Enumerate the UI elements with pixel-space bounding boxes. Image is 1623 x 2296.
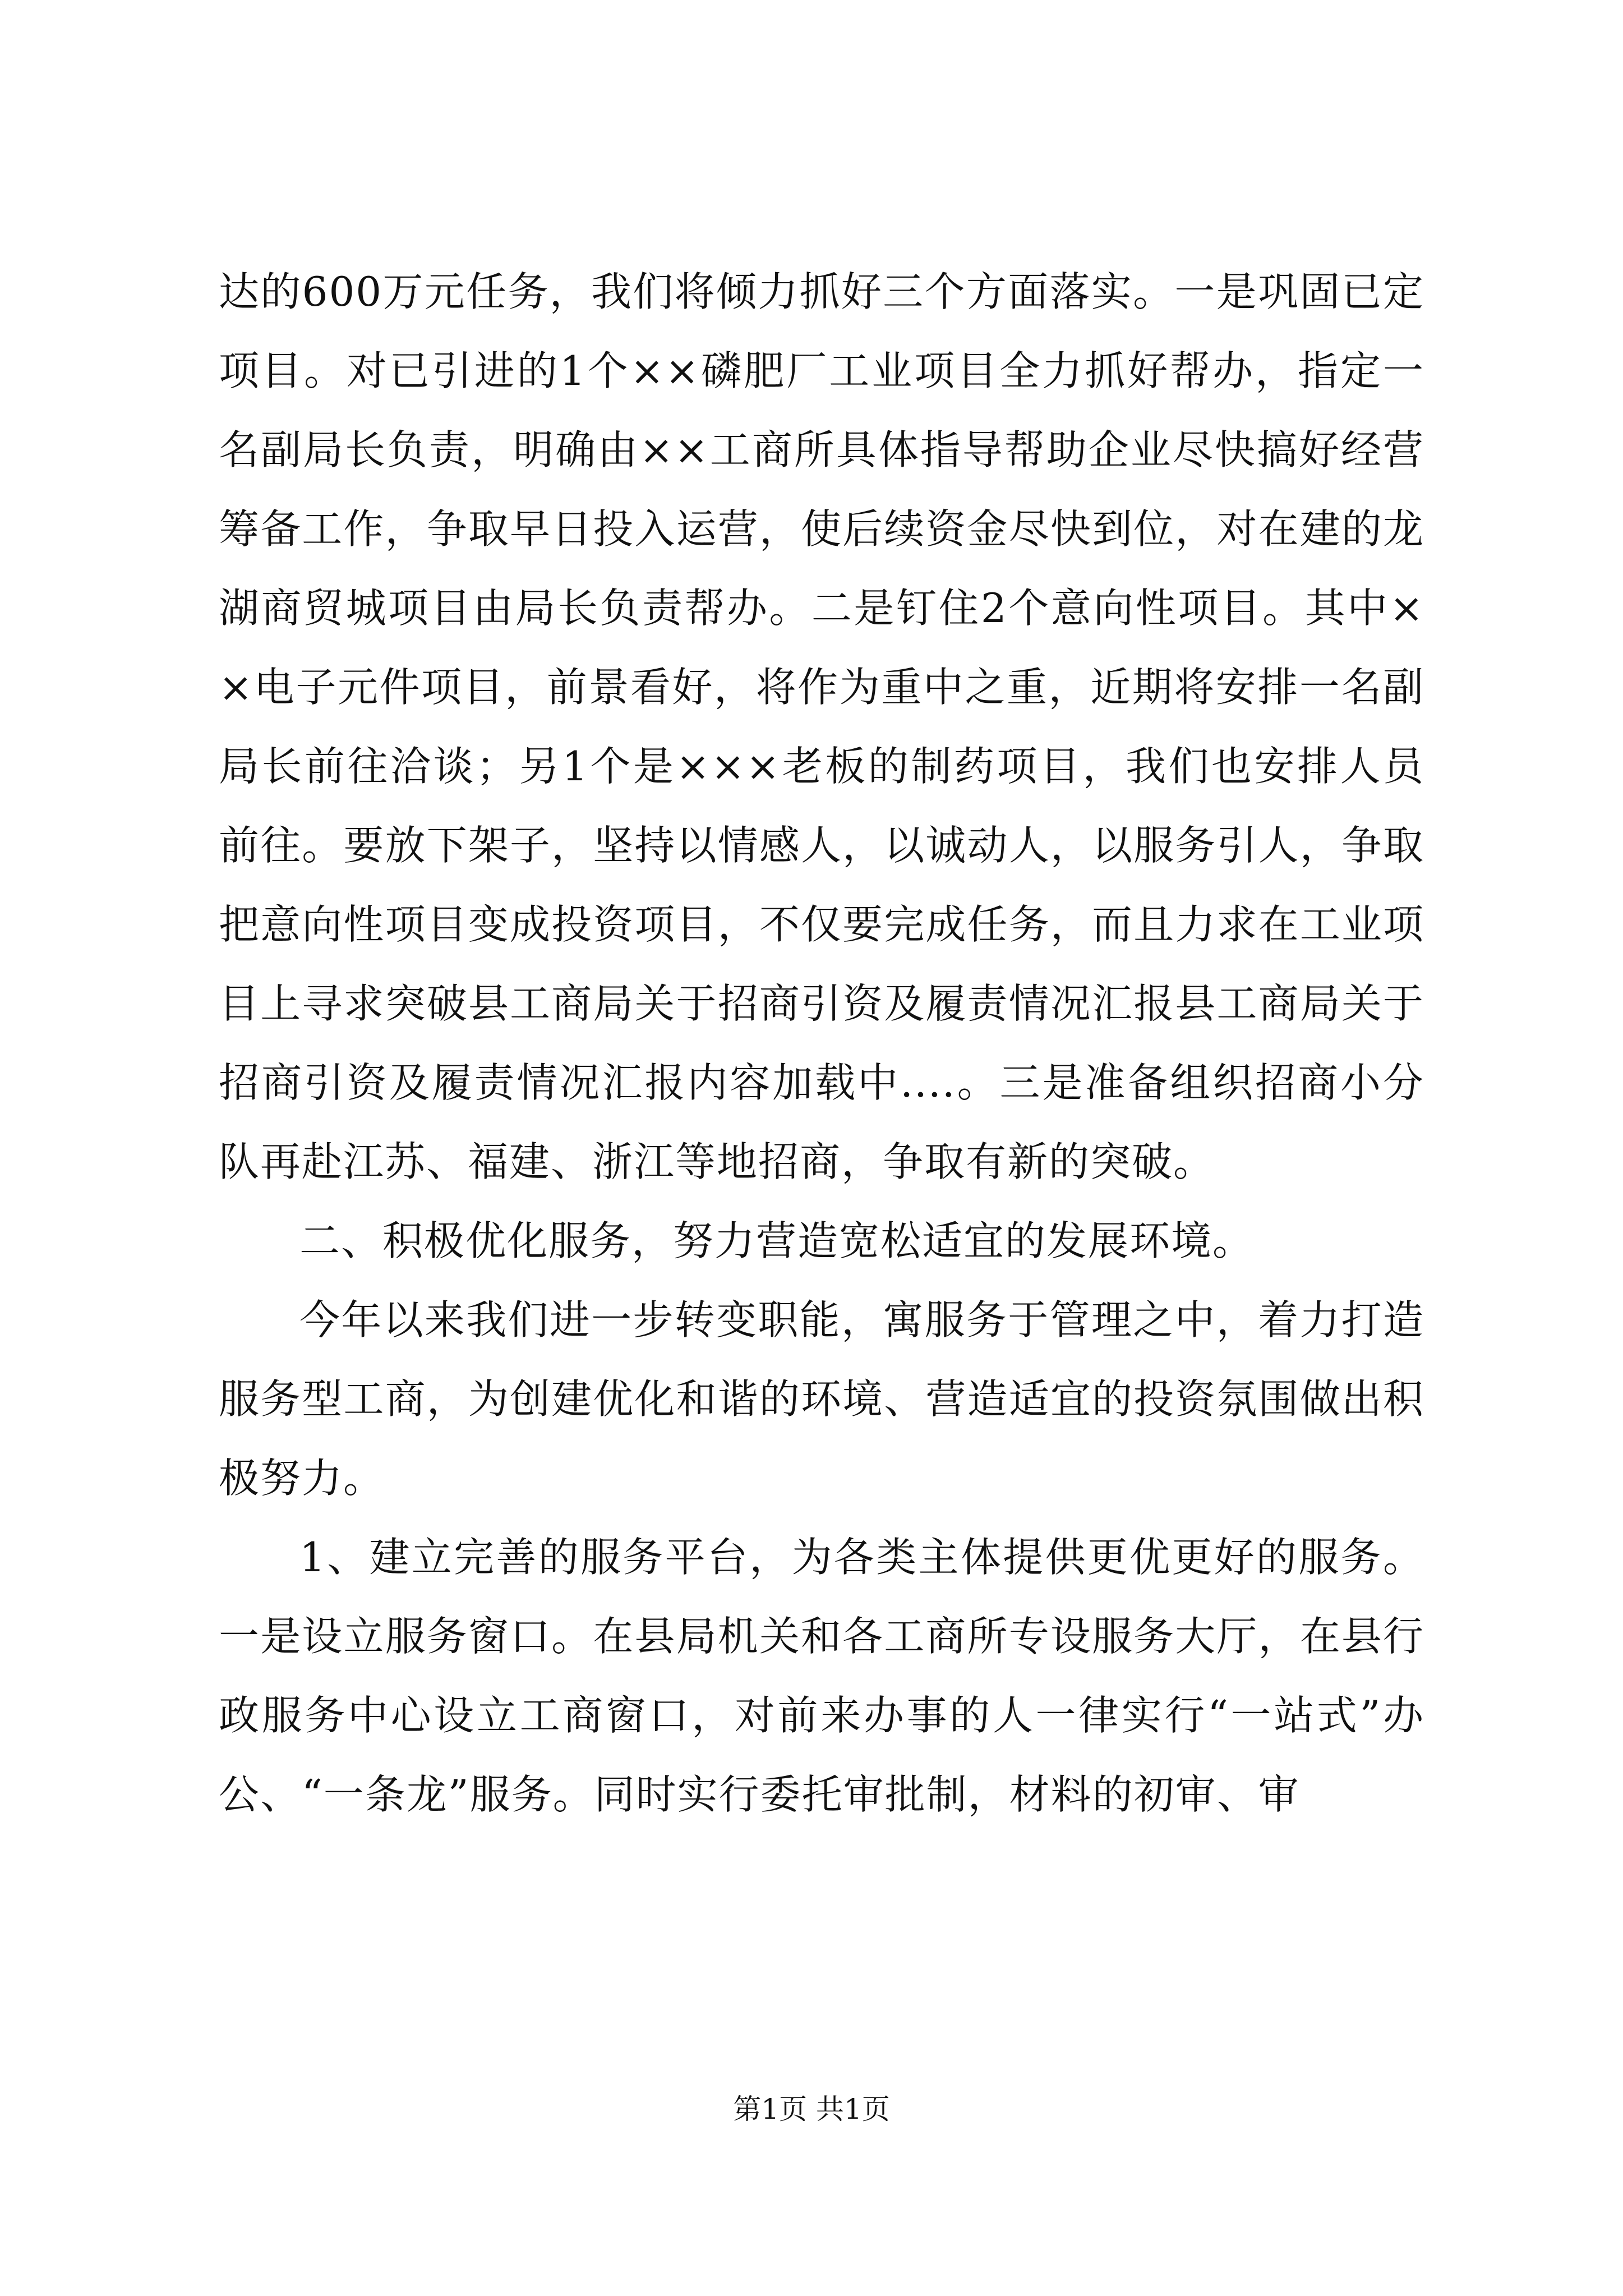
document-body bbox=[219, 252, 1424, 1834]
section-heading-2: 二、积极优化服务，努力营造宽松适宜的发展环境。 bbox=[299, 1217, 1255, 1264]
page-footer: 第1页 共1页 bbox=[733, 2093, 890, 2125]
paragraph-item-1: 1、建立完善的服务平台，为各类主体提供更优更好的服务。一是设立服务窗口。在县局机关和各工商所专设服务大厅，在县行政服务中心设立工商窗口，对前来办事的人一律实行“一站式”办公、“一条龙”服务。同时实行委托审批制，材料的初审、审 bbox=[219, 1534, 1424, 1818]
paragraph-intro: 今年以来我们进一步转变职能，寓服务于管理之中，着力打造服务型工商，为创建优化和谐的环境、营造适宜的投资氛围做出积极努力。 bbox=[219, 1296, 1424, 1502]
paragraph-continued: 达的600万元任务，我们将倾力抓好三个方面落实。一是巩固已定项目。对已引进的1个××磷肥厂工业项目全力抓好帮办，指定一名副局长负责，明确由××工商所具体指导帮助企业尽快搞好经营筹备工作，争取早日投入运营，使后续资金尽快到位，对在建的龙湖商贸城项目由局长负责帮办。二是钉住2个意向性项目。其中××电子元件项目，前景看好，将作为重中之重，近期将安排一名副局长前往洽谈；另1个是×××老板的制药项目，我们也安排人员前往。要放下架子，坚持以情感人，以诚动人，以服务引人，争取把意向性项目变成投资项目，不仅要完成任务，而且力求在工业项目上寻求突破县工商局关于招商引资及履责情况汇报县工商局关于招商引资及履责情况汇报内容加载中....。三是准备组织招商小分队再赴江苏、福建、浙江等地招商，争取有新的突破。 bbox=[219, 268, 1424, 1185]
